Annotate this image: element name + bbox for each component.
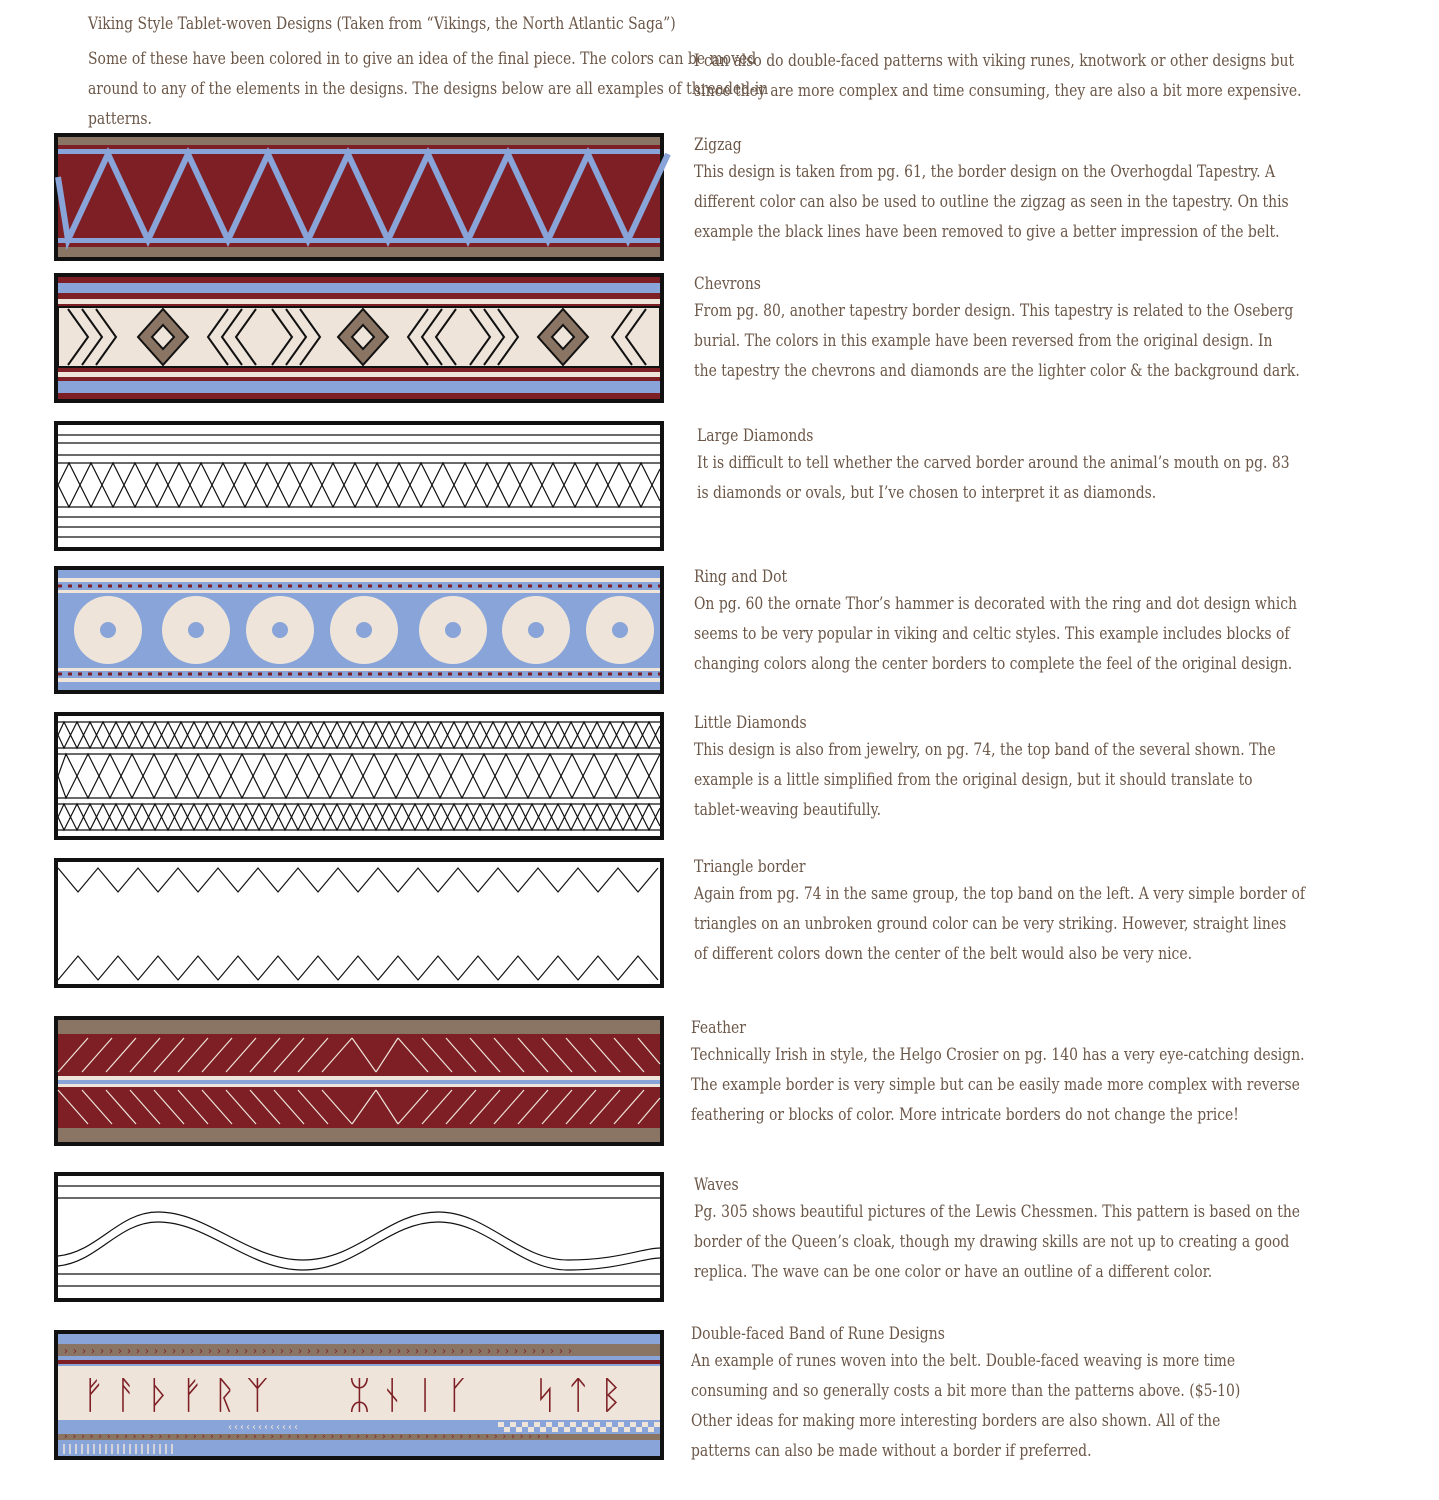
desc-body: [694, 735, 1276, 825]
desc-body: [694, 296, 1300, 386]
desc-line: consuming and so generally costs a bit more than the patterns above. ($5-10): [691, 1381, 1241, 1401]
desc-little-diamonds: [694, 711, 1403, 825]
desc-title: Feather: [691, 1018, 746, 1038]
desc-line: tablet-weaving beautifully.: [694, 800, 882, 820]
desc-line: Pg. 305 shows beautiful pictures of the Lewis Chessmen. This pattern is based on the: [694, 1202, 1301, 1222]
page-title: Viking Style Tablet-woven Designs (Taken from “Vikings, the North Atlantic Saga”): [88, 14, 676, 34]
desc-line: Technically Irish in style, the Helgo Crosier on pg. 140 has a very eye-catching design.: [691, 1045, 1305, 1065]
desc-line: example is a little simplified from the original design, but it should translate to: [694, 770, 1253, 790]
desc-title: Large Diamonds: [697, 426, 814, 446]
desc-line: The example border is very simple but can be easily made more complex with reverse: [691, 1075, 1300, 1095]
desc-line: patterns can also be made without a border if preferred.: [691, 1441, 1092, 1461]
desc-line: This design is taken from pg. 61, the border design on the Overhogdal Tapestry. A: [694, 162, 1276, 182]
desc-line: It is difficult to tell whether the carved border around the animal’s mouth on pg. 83: [697, 453, 1290, 473]
desc-ring-and-dot: [694, 565, 1429, 679]
desc-waves: [694, 1173, 1433, 1287]
desc-line: is diamonds or ovals, but I’ve chosen to interpret it as diamonds.: [697, 483, 1157, 503]
rune-group-2: ᛯᚾᛁᚴ: [348, 1373, 480, 1417]
desc-title: Little Diamonds: [694, 713, 807, 733]
desc-feather: [691, 1016, 1439, 1130]
waves-band: [54, 1172, 664, 1302]
desc-line: An example of runes woven into the belt. Double-faced weaving is more time: [691, 1351, 1236, 1371]
desc-zigzag: [694, 133, 1419, 247]
zigzag-band: [54, 133, 664, 261]
desc-line: different color can also be used to outline the zigzag as seen in the tapestry. On this: [694, 192, 1289, 212]
desc-body: [697, 448, 1290, 508]
svg-text:››››››››››››››››››››››››››››››: ›››››››››››››››››››››››››››››››››››››››››››››››››››››››››: [64, 1346, 577, 1357]
desc-large-diamonds: [697, 424, 1420, 508]
little-diamonds-band: [54, 712, 664, 840]
intro-line: patterns.: [88, 109, 152, 129]
desc-title: Double-faced Band of Rune Designs: [691, 1324, 945, 1344]
desc-triangle-border: [694, 855, 1439, 969]
intro-text: [88, 44, 768, 134]
rune-group-3: ᛋᛏᛒ: [534, 1373, 633, 1417]
desc-line: From pg. 80, another tapestry border design. This tapestry is related to the Oseberg: [694, 301, 1294, 321]
desc-line: replica. The wave can be one color or have an outline of a different color.: [694, 1262, 1213, 1282]
desc-title: Waves: [694, 1175, 739, 1195]
desc-line: burial. The colors in this example have been reversed from the original design. In: [694, 331, 1273, 351]
intro-line: around to any of the elements in the designs. The designs below are all examples of threaded-in: [88, 79, 769, 99]
desc-line: of different colors down the center of the belt would also be very nice.: [694, 944, 1193, 964]
rune-group-1: ᚠᚨᚦᚠᚱᛉ: [82, 1373, 279, 1417]
desc-line: Again from pg. 74 in the same group, the top band on the left. A very simple border of: [694, 884, 1306, 904]
desc-title: Zigzag: [694, 135, 742, 155]
desc-line: On pg. 60 the ornate Thor’s hammer is decorated with the ring and dot design which: [694, 594, 1298, 614]
svg-text:‹‹‹‹‹‹‹‹‹‹‹‹: ‹‹‹‹‹‹‹‹‹‹‹‹: [228, 1422, 300, 1433]
desc-body: [694, 589, 1297, 679]
desc-line: seems to be very popular in viking and celtic styles. This example includes blocks of: [694, 624, 1290, 644]
desc-title: Chevrons: [694, 274, 761, 294]
ring-and-dot-band: [54, 566, 664, 694]
desc-body: [691, 1346, 1240, 1466]
large-diamonds-band: [54, 421, 664, 551]
desc-line: border of the Queen’s cloak, though my drawing skills are not up to creating a good: [694, 1232, 1290, 1252]
side-note-line: I can also do double-faced patterns with viking runes, knotwork or other designs but: [694, 51, 1295, 71]
rune-band: [54, 1330, 664, 1460]
desc-body: [694, 879, 1305, 969]
desc-runes: [691, 1322, 1361, 1466]
side-note: [694, 46, 1302, 106]
desc-line: feathering or blocks of color. More intricate borders do not change the price!: [691, 1105, 1239, 1125]
feather-band: [54, 1016, 664, 1146]
desc-line: triangles on an unbroken ground color can be very striking. However, straight lines: [694, 914, 1287, 934]
desc-line: This design is also from jewelry, on pg. 74, the top band of the several shown. The: [694, 740, 1276, 760]
side-note-line: since they are more complex and time consuming, they are also a bit more expensive.: [694, 81, 1302, 101]
desc-line: example the black lines have been removed to give a better impression of the belt.: [694, 222, 1280, 242]
desc-line: Other ideas for making more interesting borders are also shown. All of the: [691, 1411, 1221, 1431]
triangle-border-band: [54, 858, 664, 988]
svg-text:››››››››››››››››››››››››››››››: ›››››››››››››››››››››››››››››››››››››››››››››››››››››››››: [64, 1432, 555, 1442]
desc-body: [694, 1197, 1300, 1287]
intro-line: Some of these have been colored in to give an idea of the final piece. The colors can be moved: [88, 49, 757, 69]
desc-title: Triangle border: [694, 857, 806, 877]
desc-chevrons: [694, 272, 1433, 386]
desc-line: changing colors along the center borders to complete the feel of the original design.: [694, 654, 1293, 674]
desc-body: [694, 157, 1289, 247]
desc-title: Ring and Dot: [694, 567, 788, 587]
desc-line: the tapestry the chevrons and diamonds are the lighter color & the background dark.: [694, 361, 1300, 381]
desc-body: [691, 1040, 1305, 1130]
chevrons-band: [54, 273, 664, 403]
